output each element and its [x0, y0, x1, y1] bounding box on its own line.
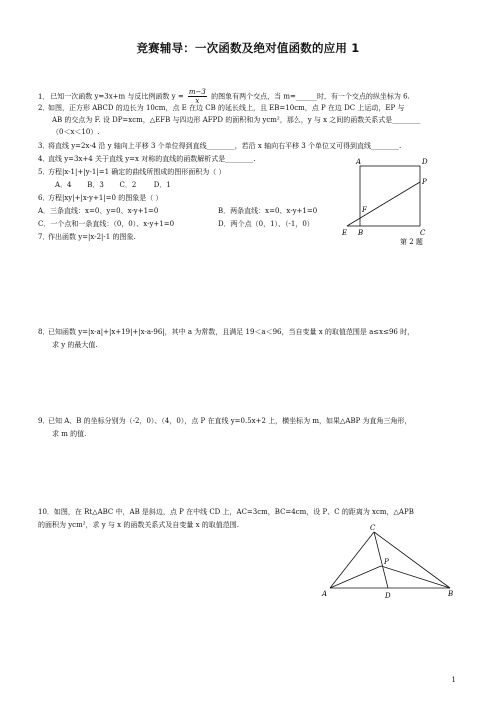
- question-5: [38, 168, 225, 177]
- question-number: 8．: [38, 328, 50, 336]
- question-9: [38, 417, 412, 426]
- segment-ac: [330, 532, 374, 588]
- question-number: 7．: [38, 233, 50, 241]
- label-b: B: [448, 590, 454, 598]
- question-6-text: 方程|xy|+|x-y+1|=0 的图象是（ ）: [48, 194, 163, 202]
- label-b: B: [358, 229, 364, 237]
- label-e: E: [342, 229, 348, 237]
- question-6-option-a: A．三条直线：x=0、y=0、x-y+1=0: [38, 207, 159, 215]
- question-10-line-1: 10．如图，在 Rt△ABC 中，AB 是斜边，点 P 在中线 CD 上，AC=3cm，BC=4cm，设 P、C 的距离为 xcm，△APB: [38, 508, 414, 516]
- figure-question-10: [318, 522, 458, 604]
- question-10-line-2: 的面积为 ycm²，求 y 与 x 的函数关系式及自变量 x 的取值范围.: [38, 521, 239, 529]
- fraction-denominator: x: [195, 97, 200, 105]
- question-5-options: [55, 181, 171, 190]
- question-number: 9．: [38, 417, 50, 425]
- label-d: D: [385, 592, 391, 600]
- label-p: P: [384, 558, 389, 566]
- label-d: D: [422, 158, 428, 166]
- page-number: 1: [451, 676, 456, 684]
- question-7-text: 作出函数 y=|x-2|-1 的图象.: [48, 233, 136, 241]
- segment-ep: [347, 182, 420, 226]
- question-9-line-2: 求 m 的值.: [52, 430, 87, 438]
- question-4-text: 直线 y=3x+4 关于直线 y=x 对称的直线的函数解析式是________.: [48, 155, 256, 163]
- question-number: 4．: [38, 155, 50, 163]
- question-2: [38, 104, 404, 113]
- question-1-text-pre: 已知一次函数 y=3x+m 与反比例函数 y =: [50, 92, 184, 101]
- document-title: 竞赛辅导：一次函数及绝对值函数的应用 1: [136, 41, 360, 55]
- figure-question-2: [340, 158, 470, 250]
- option-c: C．2: [119, 181, 137, 189]
- question-2-line-1: 如图，正方形 ABCD 的边长为 10cm，点 E 在边 CB 的延长线上，且 EB=10cm，点 P 在边 DC 上运动，EP 与: [48, 104, 405, 112]
- square-abcd: [360, 166, 420, 226]
- question-5-text: 方程|x-1|+|y-1|=1 确定的曲线所围成的图形面积为（ ）: [48, 168, 226, 176]
- label-c: C: [420, 229, 426, 237]
- option-a: A．4: [55, 181, 72, 189]
- fraction: [188, 88, 207, 105]
- question-9-line-1: 已知 A、B 的坐标分别为（-2，0）、（4，0），点 P 在直线 y=0.5x+2 上，横坐标为 m，如果△ABP 为直角三角形，: [48, 417, 412, 425]
- question-8-line-2: 求 y 的最大值.: [52, 341, 98, 349]
- question-4: [38, 155, 255, 164]
- question-8-line-1: 已知函数 y=|x-a|+|x+19|+|x-a-96|，其中 a 为常数，且满足 19＜a＜96，当自变量 x 的取值范围是 a≤x≤96 时，: [48, 328, 415, 336]
- label-c: C: [370, 524, 376, 532]
- question-2-line-2: AB 的交点为 F. 设 DP=xcm，△EFB 与四边形 AFPD 的面积和为 ycm²，那么，y 与 x 之间的函数关系式是________: [52, 116, 421, 124]
- option-d: D．1: [153, 181, 171, 189]
- question-1: [38, 88, 410, 105]
- question-7: [38, 233, 136, 242]
- label-f: F: [362, 206, 367, 214]
- question-number: 3．: [38, 142, 50, 150]
- label-a: A: [322, 590, 328, 598]
- question-6-option-d: D．两个点（0，1）、（-1，0）: [218, 220, 314, 228]
- question-3-text: 将直线 y=2x-4 沿 y 轴向上平移 3 个单位得到直线________，若沿 x 轴向右平移 3 个单位又可得到直线________.: [48, 142, 402, 150]
- question-3: [38, 142, 401, 151]
- label-a: A: [356, 158, 362, 166]
- option-b: B．3: [87, 181, 104, 189]
- segment-ap: [330, 566, 381, 588]
- question-number: 6．: [38, 194, 50, 202]
- question-number: 2．: [38, 104, 50, 112]
- question-6-option-c: C．一个点和一条直线：（0，0）、x-y+1=0: [38, 220, 175, 228]
- label-p: P: [422, 178, 427, 186]
- question-6: [38, 194, 162, 203]
- question-number: 1．: [38, 92, 50, 101]
- question-1-text-post: 的图象有两个交点，当 m=______时，有一个交点的纵坐标为 6.: [211, 92, 410, 101]
- figure-caption: 第 2 题: [400, 238, 423, 246]
- question-8: [38, 328, 414, 337]
- fraction-numerator: m−3: [188, 88, 206, 96]
- question-6-option-b: B．两条直线：x=0、x-y+1=0: [218, 207, 318, 215]
- question-number: 5．: [38, 168, 50, 176]
- segment-bp: [381, 566, 450, 588]
- question-2-line-3: （0＜x＜10）.: [52, 128, 100, 136]
